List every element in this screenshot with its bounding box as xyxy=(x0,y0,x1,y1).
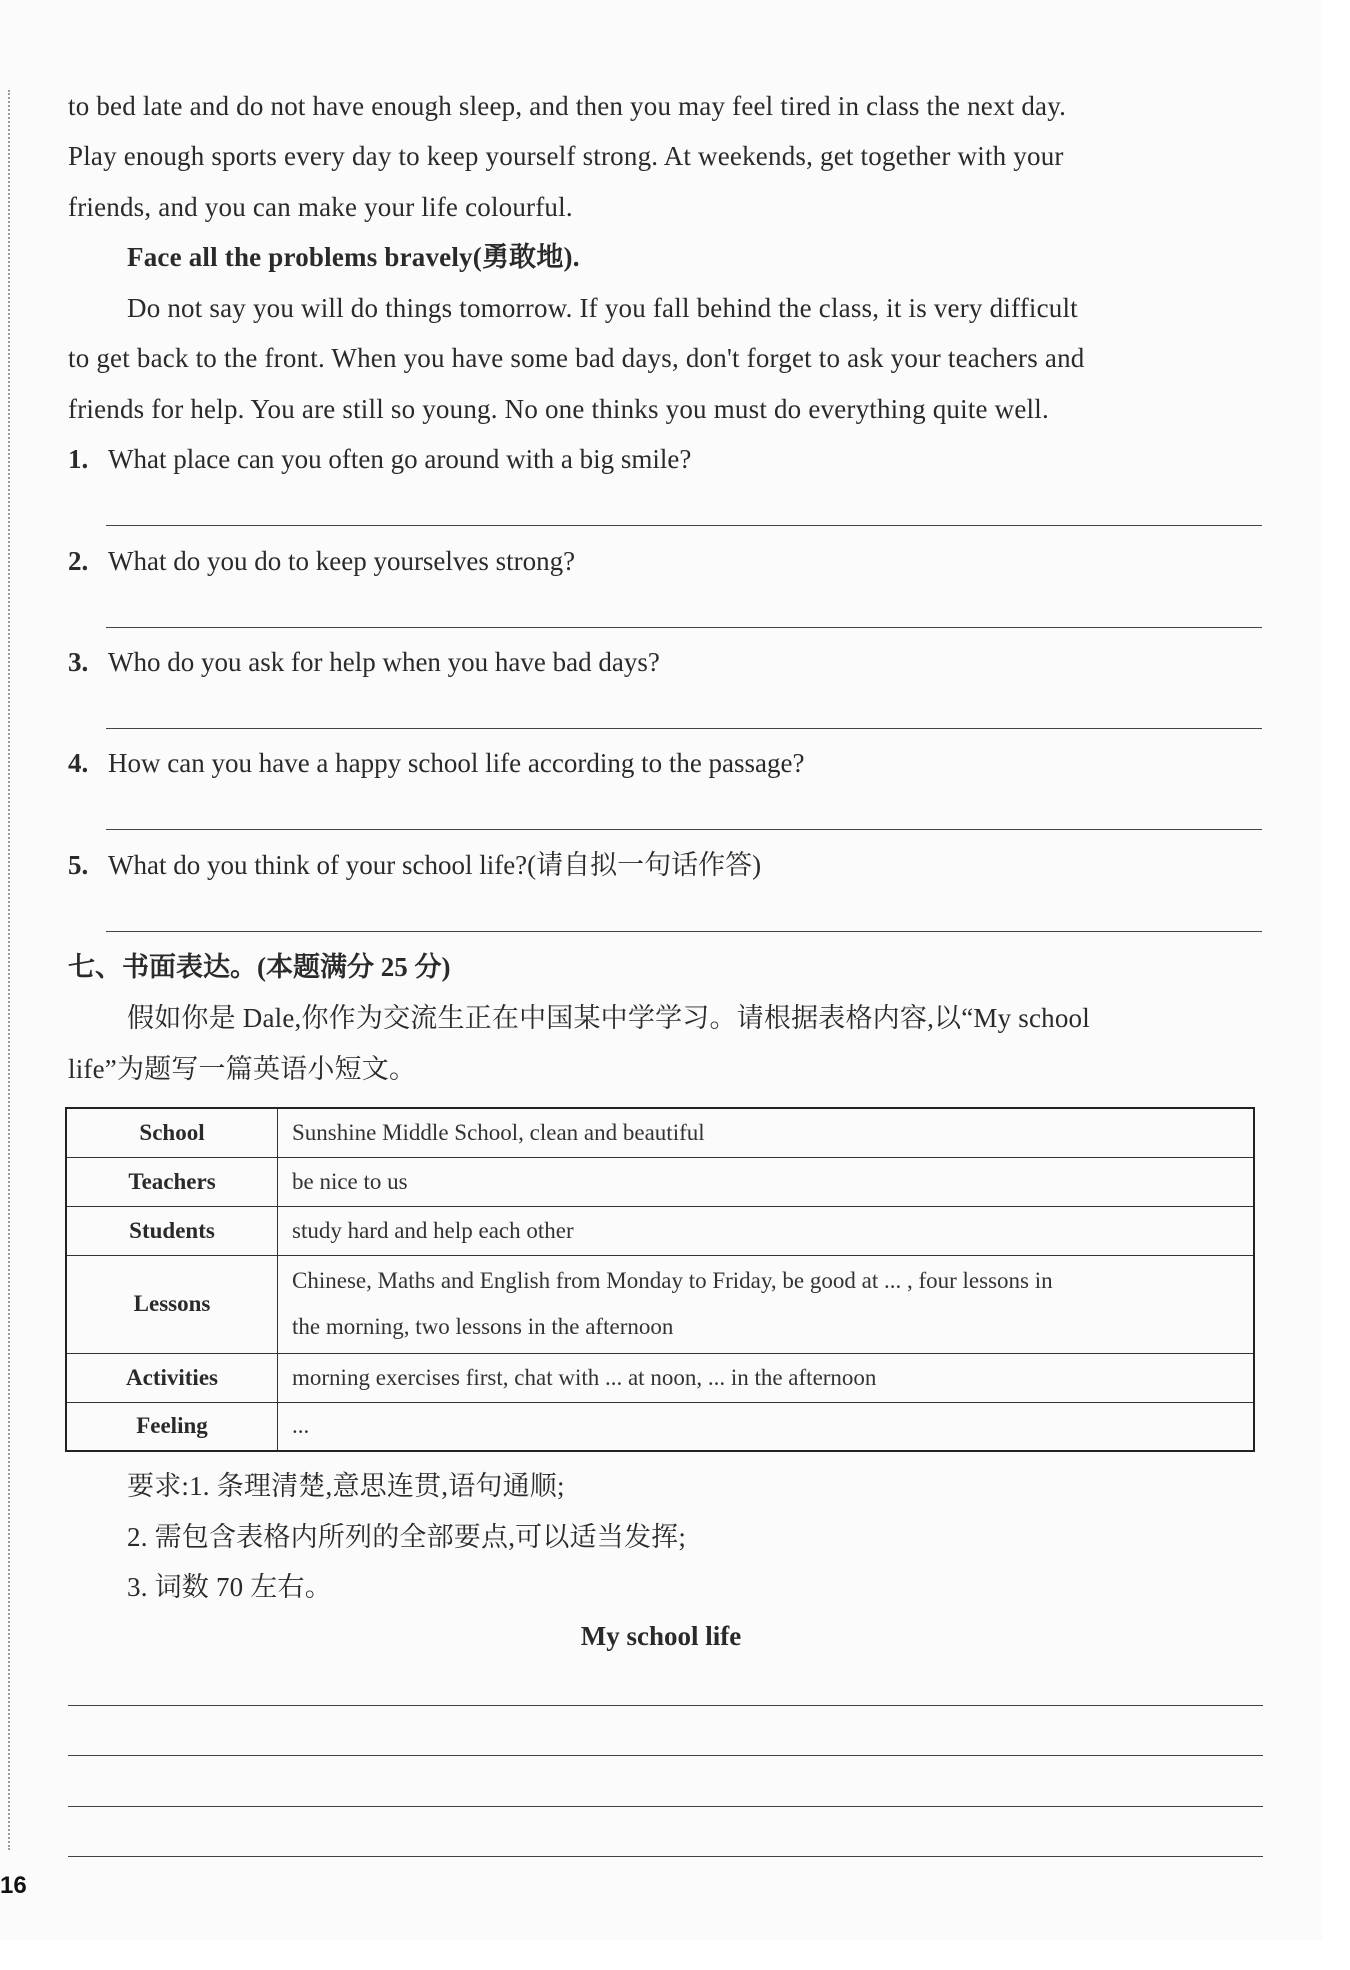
question-1 xyxy=(68,442,691,476)
para2-line-2: to get back to the front. When you have some bad days, don't forget to ask your teachers and xyxy=(68,343,1085,373)
page-number: 16 xyxy=(0,1872,27,1899)
para2-line-3: friends for help. You are still so young. No one thinks you must do everything quite well. xyxy=(68,394,1049,424)
row-label: School xyxy=(66,1108,278,1157)
row-content: study hard and help each other xyxy=(278,1206,1255,1255)
essay-title: My school life xyxy=(580,1621,742,1651)
table-row xyxy=(66,1255,1254,1353)
passage-line-3: friends, and you can make your life colourful. xyxy=(68,192,573,222)
passage-heading: Face all the problems bravely(勇敢地). xyxy=(127,242,580,272)
question-text: How can you have a happy school life according to the passage? xyxy=(108,748,805,778)
question-text: Who do you ask for help when you have bad days? xyxy=(108,647,660,677)
question-text: What place can you often go around with a big smile? xyxy=(108,444,692,474)
table-row xyxy=(66,1157,1254,1206)
row-label: Feeling xyxy=(66,1402,278,1451)
answer-line-5[interactable] xyxy=(106,931,1262,932)
question-text: What do you do to keep yourselves strong? xyxy=(108,546,576,576)
writing-line[interactable] xyxy=(68,1755,1263,1756)
answer-line-3[interactable] xyxy=(106,728,1262,729)
page-edge xyxy=(1322,0,1350,1970)
row-label: Teachers xyxy=(66,1157,278,1206)
prompt-line-1: 假如你是 Dale,你作为交流生正在中国某中学学习。请根据表格内容,以“My school xyxy=(127,1003,1090,1033)
section-title: 七、书面表达。(本题满分 25 分) xyxy=(68,952,451,982)
row-content: ... xyxy=(278,1402,1255,1451)
passage-line-2: Play enough sports every day to keep yourself strong. At weekends, get together with your xyxy=(68,141,1064,171)
question-4 xyxy=(68,746,805,780)
table-row xyxy=(66,1206,1254,1255)
writing-line[interactable] xyxy=(68,1806,1263,1807)
para2-line-1: Do not say you will do things tomorrow. If you fall behind the class, it is very difficult xyxy=(127,293,1078,323)
writing-line[interactable] xyxy=(68,1856,1263,1857)
answer-line-2[interactable] xyxy=(106,627,1262,628)
row-label: Activities xyxy=(66,1353,278,1402)
table-row xyxy=(66,1108,1254,1157)
question-number: 2. xyxy=(68,546,89,576)
question-3 xyxy=(68,645,660,679)
passage-line-1: to bed late and do not have enough sleep, and then you may feel tired in class the next day. xyxy=(68,91,1067,121)
row-content: be nice to us xyxy=(278,1157,1255,1206)
question-number: 1. xyxy=(68,444,89,474)
row-content-line-2: the morning, two lessons in the afternoon xyxy=(292,1314,674,1339)
table-row xyxy=(66,1402,1254,1451)
answer-line-4[interactable] xyxy=(106,829,1262,830)
question-5 xyxy=(68,848,761,882)
question-text: What do you think of your school life?(请自拟一句话作答) xyxy=(108,850,762,880)
binding-margin xyxy=(8,90,10,1850)
answer-line-1[interactable] xyxy=(106,525,1262,526)
row-label: Students xyxy=(66,1206,278,1255)
question-2 xyxy=(68,544,575,578)
prompt-line-2: life”为题写一篇英语小短文。 xyxy=(68,1054,417,1084)
question-number: 5. xyxy=(68,850,89,880)
requirement-1: 要求:1. 条理清楚,意思连贯,语句通顺; xyxy=(127,1471,565,1501)
row-content: Sunshine Middle School, clean and beautiful xyxy=(278,1108,1255,1157)
row-label: Lessons xyxy=(66,1255,278,1353)
requirement-2: 2. 需包含表格内所列的全部要点,可以适当发挥; xyxy=(127,1522,687,1552)
row-content xyxy=(278,1255,1255,1353)
info-table xyxy=(65,1107,1255,1452)
question-number: 4. xyxy=(68,748,89,778)
writing-line[interactable] xyxy=(68,1705,1263,1706)
question-number: 3. xyxy=(68,647,89,677)
row-content: morning exercises first, chat with ... at noon, ... in the afternoon xyxy=(278,1353,1255,1402)
row-content-line-1: Chinese, Maths and English from Monday to Friday, be good at ... , four lessons in xyxy=(292,1268,1053,1293)
table-row xyxy=(66,1353,1254,1402)
requirement-3: 3. 词数 70 左右。 xyxy=(127,1572,332,1602)
